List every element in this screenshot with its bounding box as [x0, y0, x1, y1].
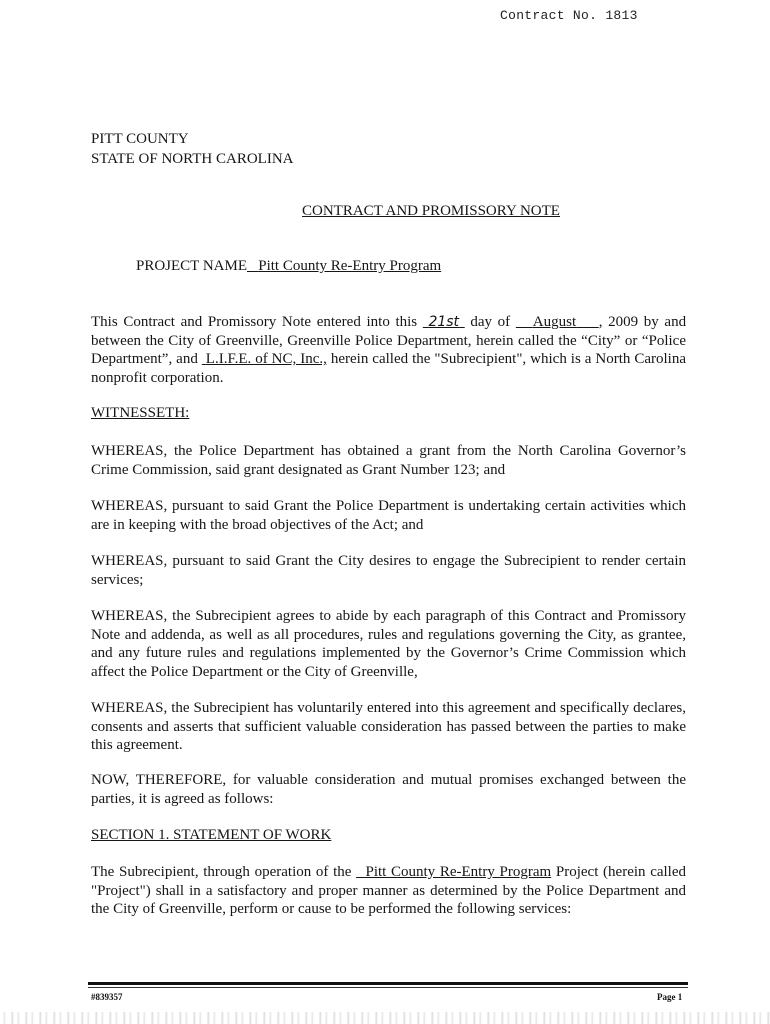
county-line: PITT COUNTY — [91, 131, 189, 147]
document-title: CONTRACT AND PROMISSORY NOTE — [302, 203, 560, 219]
whereas-paragraph: WHEREAS, the Subrecipient agrees to abide by each paragraph of this Contract and Promissory Note and addenda, as well as all procedures, rules and regulations governing the City, as grantee, and any future rules and regulations implemented by the Governor’s Crime Commission which affect the Police Department or the City of Greenville, — [91, 608, 686, 680]
whereas-paragraph: WHEREAS, the Subrecipient has voluntarily entered into this agreement and specifically declares, consents and asserts that sufficient valuable consideration has passed between the parties to make this agreement. — [91, 700, 686, 753]
project-name-line — [136, 258, 441, 275]
document-id: #839357 — [91, 992, 123, 1002]
statement-of-work-paragraph — [91, 863, 686, 919]
subrecipient-name: L.I.F.E. of NC, Inc., — [205, 351, 327, 367]
intro-text-3: , 2009 by and between the City of Greenville, Greenville Police Department, herein called the “City” or “Police Department”, and — [91, 314, 687, 367]
now-therefore-paragraph: NOW, THEREFORE, for valuable consideration and mutual promises exchanged between the parties, it is agreed as follows: — [91, 772, 686, 807]
whereas-paragraph: WHEREAS, the Police Department has obtained a grant from the North Carolina Governor’s Crime Commission, said grant designated as Grant Number 123; and — [91, 443, 686, 478]
intro-text-2: day of — [470, 314, 511, 330]
contract-day: 21st — [428, 314, 460, 330]
section-1-heading: SECTION 1. STATEMENT OF WORK — [91, 827, 332, 843]
whereas-paragraph: WHEREAS, pursuant to said Grant the City desires to engage the Subrecipient to render certain services; — [91, 553, 686, 588]
whereas-paragraph: WHEREAS, pursuant to said Grant the Police Department is undertaking certain activities which are in keeping with the broad objectives of the Act; and — [91, 498, 686, 533]
sow-text-1: The Subrecipient, through operation of the — [91, 864, 352, 880]
county-block — [91, 129, 294, 169]
sow-project-name: Pitt County Re-Entry Program — [365, 864, 552, 880]
sow-text-2: Project (herein called "Project") shall in a satisfactory and proper manner as determined by the Police Department and the City of Greenville, perform or cause to be performed the following services: — [91, 864, 687, 917]
contract-number: Contract No. 1813 — [500, 8, 638, 23]
scan-edge-artifact — [0, 1012, 770, 1024]
intro-paragraph — [91, 313, 686, 387]
state-line: STATE OF NORTH CAROLINA — [91, 151, 294, 167]
intro-text-1: This Contract and Promissory Note entered into this — [91, 314, 418, 330]
footer-divider — [88, 982, 688, 985]
footer-divider-thin — [88, 987, 688, 988]
contract-month: August — [532, 314, 577, 330]
intro-text-4: herein called the "Subrecipient", which is a North Carolina nonprofit corporation. — [91, 351, 686, 386]
witnesseth-heading: WITNESSETH: — [91, 405, 190, 421]
page-number: Page 1 — [657, 992, 683, 1002]
project-label: PROJECT NAME — [136, 258, 247, 274]
project-name-value: Pitt County Re-Entry Program — [258, 258, 442, 274]
